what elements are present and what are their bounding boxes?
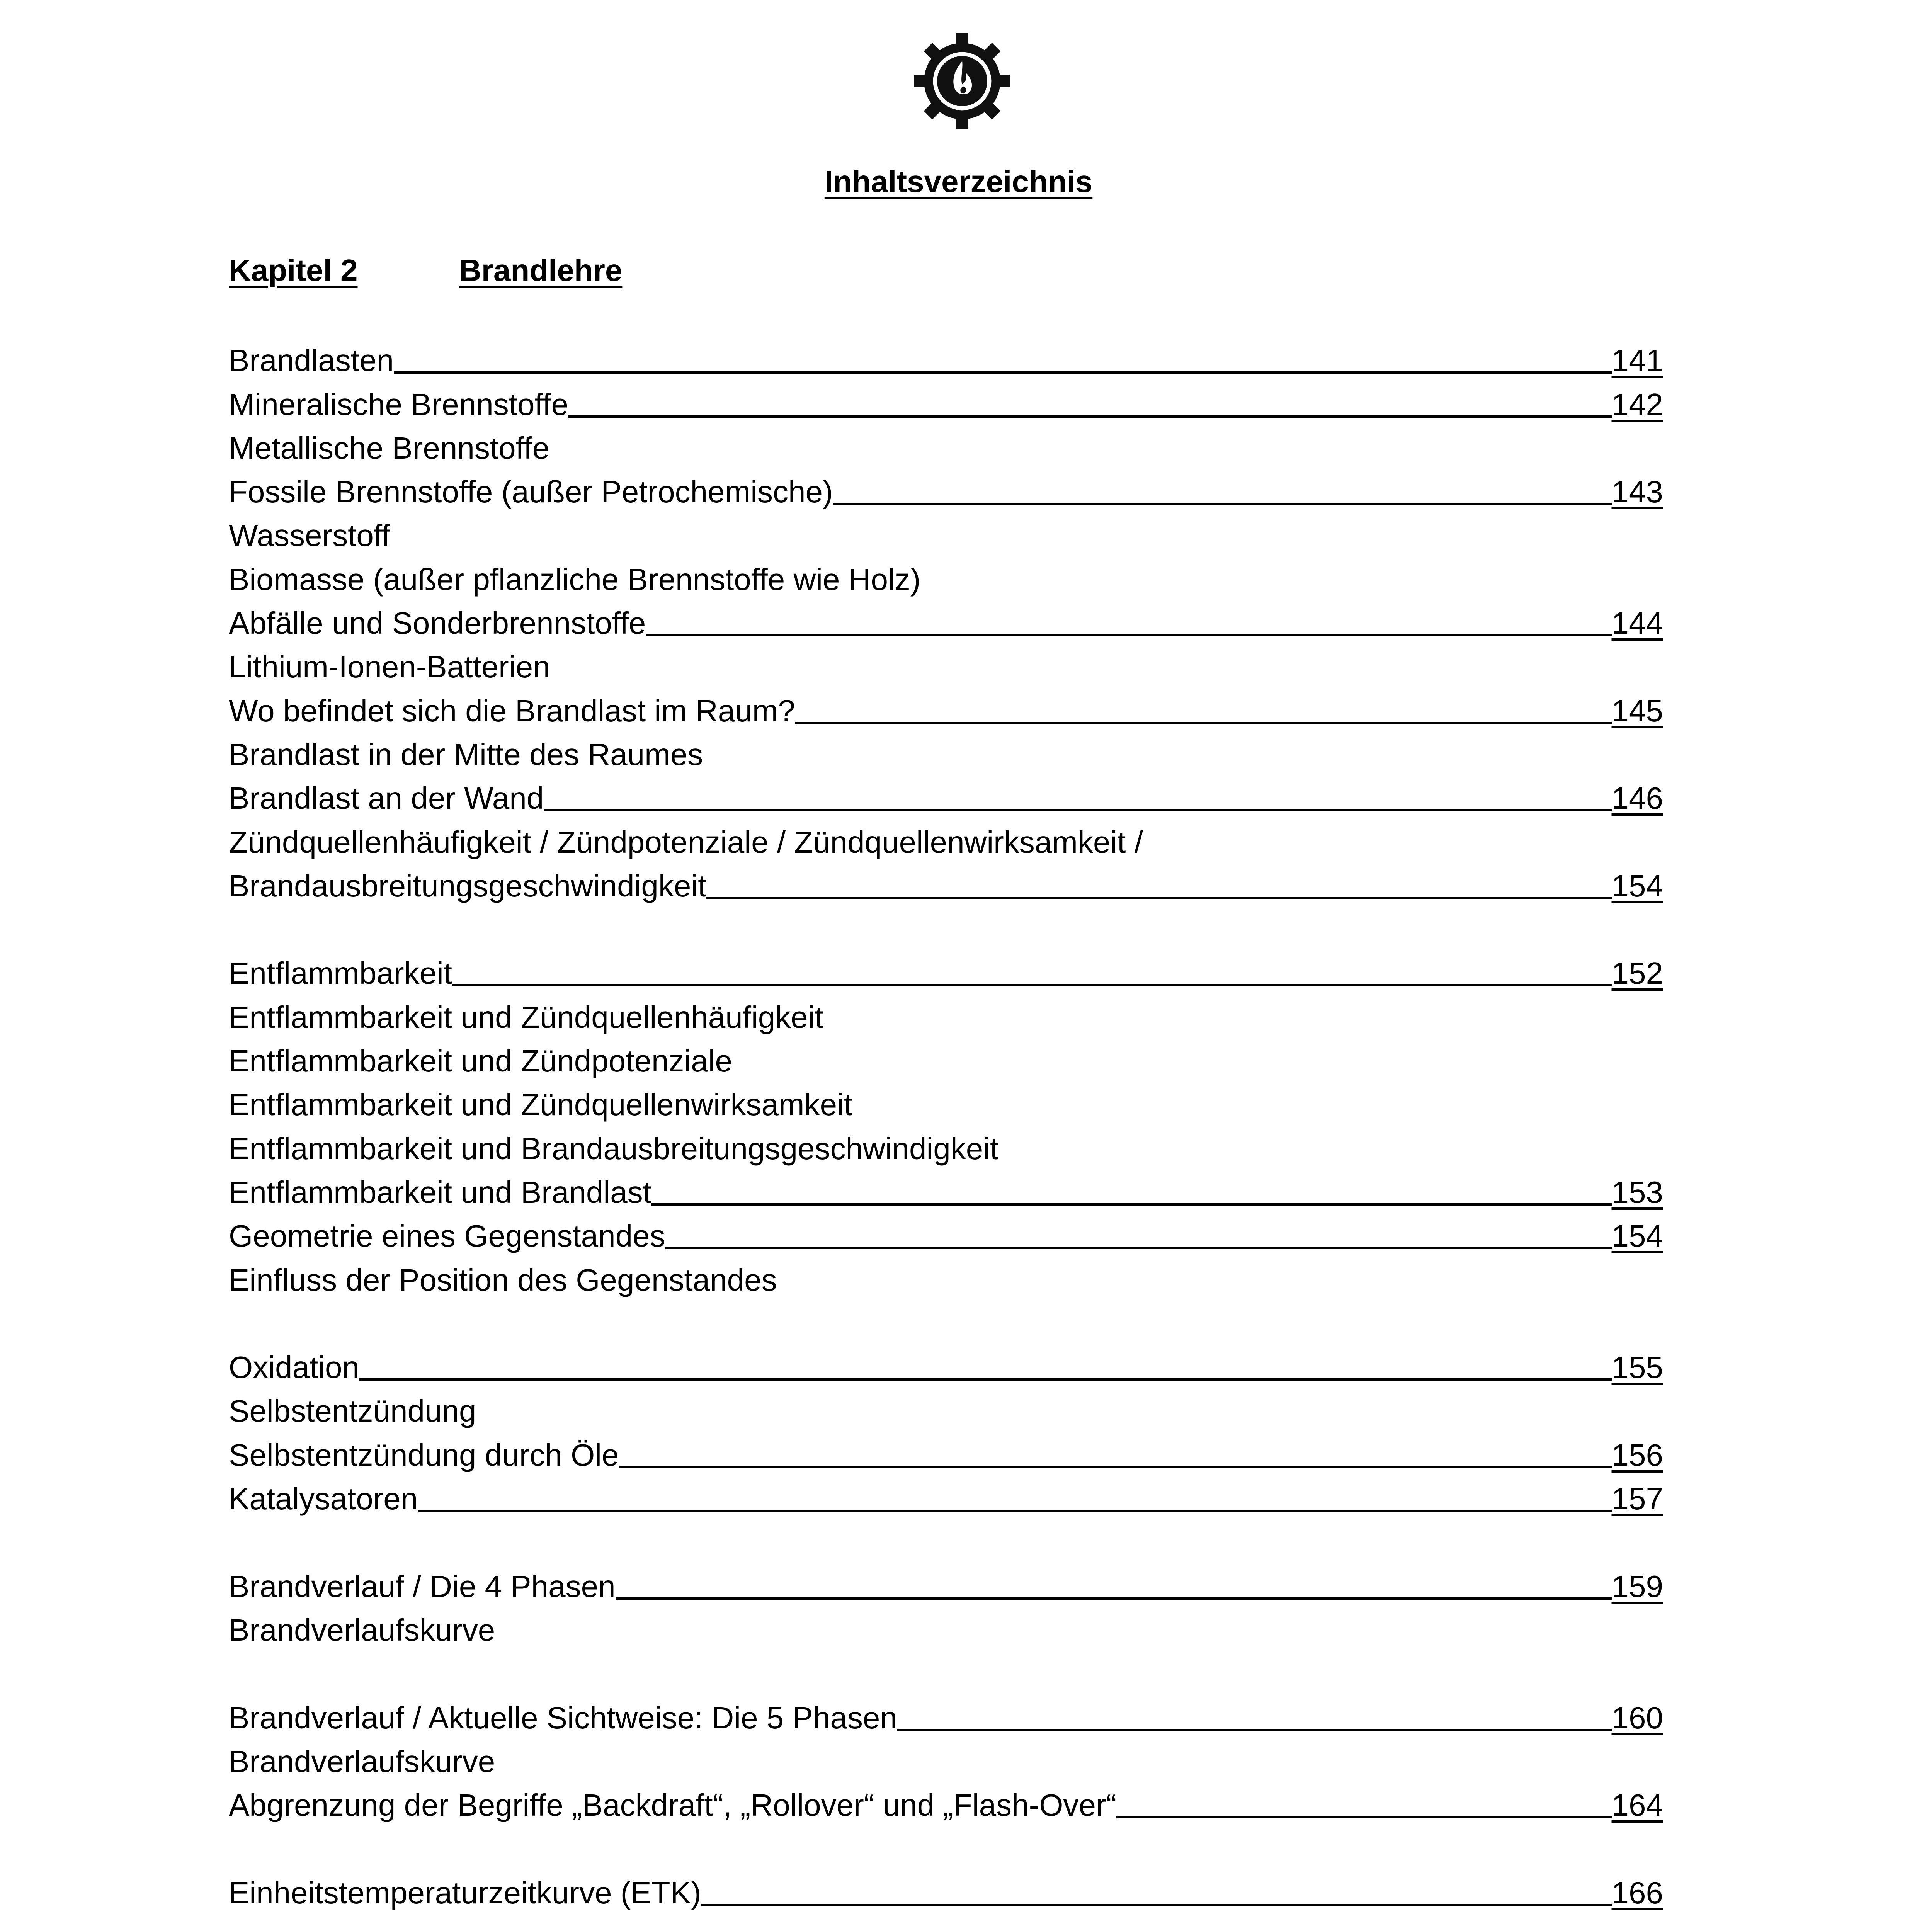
toc-page-number: 144	[1611, 606, 1663, 641]
toc-entry[interactable]	[229, 818, 1663, 861]
toc-page-number: 145	[1611, 693, 1663, 728]
toc-leader-line	[646, 634, 1611, 636]
toc-leader-line	[568, 415, 1612, 418]
toc-page-number: 164	[1611, 1788, 1663, 1823]
toc-leader-line	[651, 1203, 1612, 1206]
toc-leader-line	[452, 984, 1612, 986]
toc-entry-label: Brandverlauf / Aktuelle Sichtweise: Die 5 Phasen	[229, 1700, 897, 1735]
toc-leader-line	[359, 1378, 1612, 1381]
toc-entry-label: Selbstentzündung durch Öle	[229, 1437, 619, 1472]
toc-entry[interactable]	[229, 643, 1663, 686]
toc-leader-line	[833, 503, 1612, 505]
toc-page-number: 141	[1611, 343, 1663, 378]
toc-entry[interactable]	[229, 380, 1663, 423]
toc-entry[interactable]	[229, 468, 1663, 511]
toc-entry[interactable]	[229, 555, 1663, 599]
toc-page-number: 152	[1611, 956, 1663, 991]
toc-entry[interactable]	[229, 336, 1663, 380]
toc-page-number: 154	[1611, 868, 1663, 903]
toc-entry[interactable]	[229, 862, 1663, 905]
document-title: Inhaltsverzeichnis	[824, 164, 1093, 199]
toc-entry[interactable]	[229, 1255, 1663, 1299]
toc-entry-label: Metallische Brennstoffe	[229, 430, 550, 465]
toc-entry-label: Zündquellenhäufigkeit / Zündpotenziale / Zündquellenwirksamkeit /	[229, 825, 1143, 859]
toc-entry[interactable]	[229, 1475, 1663, 1518]
toc-entry[interactable]	[229, 1080, 1663, 1124]
chapter-heading	[229, 251, 622, 290]
toc-leader-line	[619, 1466, 1612, 1468]
toc-entry-label: Entflammbarkeit und Brandlast	[229, 1175, 651, 1209]
toc-entry-label: Geometrie eines Gegenstandes	[229, 1219, 665, 1253]
toc-entry-label: Brandverlaufskurve	[229, 1744, 495, 1779]
toc-entry[interactable]	[229, 1124, 1663, 1168]
toc-entry-label: Entflammbarkeit und Zündquellenhäufigkeit	[229, 1000, 823, 1034]
toc-entry[interactable]	[229, 1606, 1663, 1650]
toc-spacer	[229, 905, 1663, 949]
toc-entry-label: Entflammbarkeit und Brandausbreitungsgeschwindigkeit	[229, 1131, 999, 1166]
toc-entry[interactable]	[229, 774, 1663, 818]
toc-leader-line	[394, 371, 1612, 374]
toc-leader-line	[701, 1904, 1612, 1906]
toc-entry[interactable]	[229, 599, 1663, 643]
toc-entry-label: Biomasse (außer pflanzliche Brennstoffe wie Holz)	[229, 562, 921, 597]
toc-leader-line	[795, 722, 1612, 724]
toc-entry-label: Oxidation	[229, 1350, 359, 1385]
chapter-number: Kapitel 2	[229, 253, 358, 287]
toc-page-number: 142	[1611, 387, 1663, 422]
toc-entry[interactable]	[229, 1430, 1663, 1474]
toc-entry-label: Brandverlaufskurve	[229, 1612, 495, 1647]
toc-entry-label: Einheitstemperaturzeitkurve (ETK)	[229, 1875, 701, 1910]
toc-entry[interactable]	[229, 1737, 1663, 1781]
toc-leader-line	[1116, 1816, 1611, 1818]
toc-entry[interactable]	[229, 424, 1663, 468]
toc-entry[interactable]	[229, 511, 1663, 555]
toc-page-number: 166	[1611, 1875, 1663, 1910]
toc-page-number: 153	[1611, 1175, 1663, 1209]
toc-entry[interactable]	[229, 1212, 1663, 1255]
toc-entry-label: Brandlast in der Mitte des Raumes	[229, 737, 703, 772]
toc-page-number: 156	[1611, 1437, 1663, 1472]
toc-entry[interactable]	[229, 1781, 1663, 1825]
toc-leader-line	[544, 809, 1611, 811]
toc-entry-label: Wasserstoff	[229, 518, 390, 553]
toc-entry-label: Abfälle und Sonderbrennstoffe	[229, 606, 646, 641]
toc-entry[interactable]	[229, 730, 1663, 774]
toc-entry-label: Fossile Brennstoffe (außer Petrochemische)	[229, 474, 833, 509]
gear-flame-logo-icon	[912, 31, 1012, 131]
toc-entry[interactable]	[229, 1168, 1663, 1212]
toc-page-number: 154	[1611, 1219, 1663, 1253]
chapter-name: Brandlehre	[459, 253, 623, 287]
toc-entry[interactable]	[229, 1868, 1663, 1912]
toc-page-number: 143	[1611, 474, 1663, 509]
toc-entry[interactable]	[229, 1693, 1663, 1737]
toc-entry-label: Brandverlauf / Die 4 Phasen	[229, 1569, 616, 1604]
toc-entry[interactable]	[229, 1343, 1663, 1387]
toc-entry-label: Entflammbarkeit und Zündpotenziale	[229, 1044, 732, 1078]
toc-entry-label: Brandlast an der Wand	[229, 781, 544, 816]
toc-entry-label: Mineralische Brennstoffe	[229, 387, 568, 422]
toc-page-number: 159	[1611, 1569, 1663, 1604]
toc-entry[interactable]	[229, 1562, 1663, 1605]
toc-spacer	[229, 1825, 1663, 1868]
toc-entry-label: Entflammbarkeit	[229, 956, 452, 991]
toc-leader-line	[616, 1597, 1612, 1600]
toc-page-number: 155	[1611, 1350, 1663, 1385]
toc-spacer	[229, 1650, 1663, 1693]
toc-entry-label: Brandausbreitungsgeschwindigkeit	[229, 868, 707, 903]
toc-leader-line	[665, 1247, 1612, 1249]
toc-entry[interactable]	[229, 949, 1663, 993]
toc-entry-label: Einfluss der Position des Gegenstandes	[229, 1262, 777, 1297]
toc-leader-line	[706, 897, 1611, 899]
toc-spacer	[229, 1518, 1663, 1562]
toc-entry-label: Wo befindet sich die Brandlast im Raum?	[229, 693, 795, 728]
toc-entry-label: Entflammbarkeit und Zündquellenwirksamkeit	[229, 1087, 853, 1122]
toc-entry-label: Katalysatoren	[229, 1481, 418, 1516]
toc-entry-label: Lithium-Ionen-Batterien	[229, 650, 550, 684]
toc-leader-line	[418, 1510, 1611, 1512]
toc-entry-label: Abgrenzung der Begriffe „Backdraft“, „Rollover“ und „Flash-Over“	[229, 1788, 1117, 1823]
toc-page-number: 160	[1611, 1700, 1663, 1735]
toc-entry-label: Brandlasten	[229, 343, 394, 378]
toc-entry[interactable]	[229, 1037, 1663, 1080]
table-of-contents	[229, 336, 1663, 1912]
toc-page-number: 157	[1611, 1481, 1663, 1516]
toc-entry[interactable]	[229, 686, 1663, 730]
toc-entry[interactable]	[229, 1387, 1663, 1430]
toc-entry-label: Selbstentzündung	[229, 1394, 476, 1429]
toc-spacer	[229, 1299, 1663, 1343]
toc-page-number: 146	[1611, 781, 1663, 816]
toc-leader-line	[897, 1729, 1612, 1731]
toc-entry[interactable]	[229, 993, 1663, 1036]
